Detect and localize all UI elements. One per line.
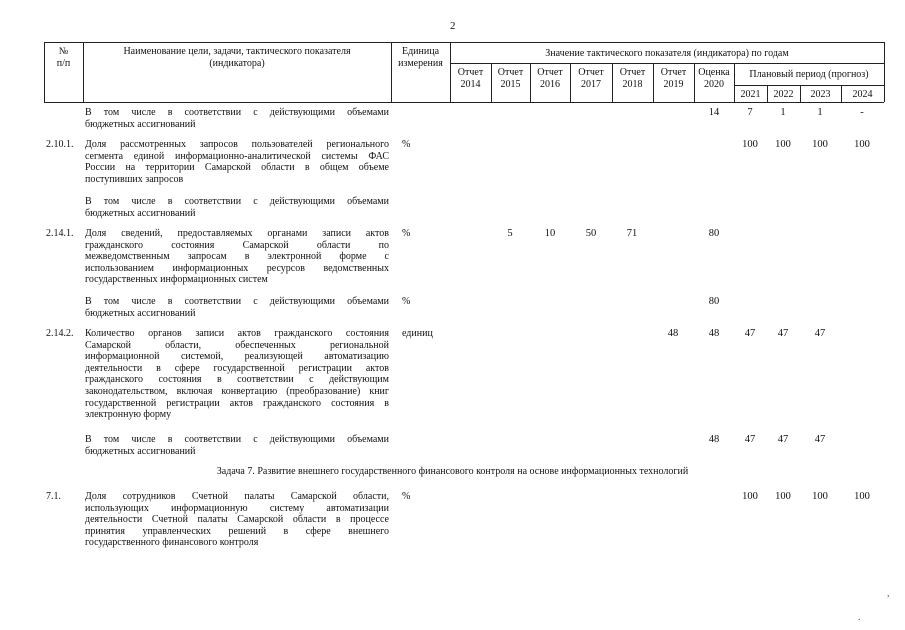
row-value: 1 [780,107,786,118]
row-number: 7.1. [46,491,61,502]
row-name [85,434,389,457]
header-values: Значение тактического показателя (индикатора) по годам [545,48,789,59]
row-value: 100 [775,139,791,150]
row-value: 47 [744,434,756,445]
row-name-line: гражданского состояния в соответствии с действующим [85,374,389,386]
row-name [85,228,389,286]
row-name [85,107,389,130]
row-name-line: законодательством, включая конвертацию (преобразование) книг [85,385,389,397]
header-report-label: Оценка [698,67,730,78]
row-name-line: деятельности Счетной палаты Самарской области в процессе [85,514,389,526]
row-name-line: межведомственным запросам в электронной форме с [85,251,389,263]
header-report-year: 2017 [581,79,601,90]
row-value: 100 [812,491,828,502]
row-unit: % [402,296,411,307]
row-value: 48 [708,328,720,339]
header-report-label: Отчет [619,67,646,78]
header-plan-year: 2021 [740,89,761,100]
row-value: 100 [775,491,791,502]
row-number: 2.10.1. [46,139,74,150]
header-report-label: Отчет [578,67,604,78]
header-plan-year: 2023 [810,89,831,100]
row-value: 47 [744,328,756,339]
row-number: 2.14.1. [46,228,74,239]
row-unit: % [402,139,411,150]
row-name-line: бюджетных ассигнований [85,207,196,219]
row-value: 47 [814,434,826,445]
row-name-line: сегмента единой информационно-аналитической системы ФАС [85,150,389,162]
header-num: № п/п [56,46,71,69]
row-name-line: поступивших запросов [85,173,184,185]
row-name-line: государственных информационных систем [85,274,268,286]
row-name-line: В том числе в соответствии с действующими объемами [85,434,389,445]
row-name-line: Доля рассмотренных запросов пользователей регионального [85,139,389,150]
row-name-line: государственной регистрации актов гражданского состояния в [85,397,389,409]
row-value: 100 [742,139,758,150]
row-value: 7 [747,107,753,118]
header-name: Наименование цели, задачи, тактического показателя (индикатора) [123,46,351,69]
row-value: 100 [742,491,758,502]
row-name-line: государственного финансового контроля [85,537,259,549]
row-value: 1 [817,107,823,118]
header-plan: Плановый период (прогноз) [749,69,869,80]
row-value: 50 [585,228,597,239]
row-value: 48 [708,434,720,445]
row-name-line: электронную форму [85,409,172,421]
row-name [85,296,389,319]
header-plan-year: 2024 [852,89,873,100]
row-number: 2.14.2. [46,328,74,339]
header-report-year: 2019 [663,79,684,90]
row-name-line: Доля сведений, предоставляемых органами записи актов [85,228,389,239]
row-name-line: бюджетных ассигнований [85,445,196,457]
header-report-year: 2020 [704,79,724,90]
row-value: 10 [544,228,556,239]
row-name-line: В том числе в соответствии с действующими объемами [85,296,389,307]
header-report-year: 2018 [622,79,643,90]
row-name-line: бюджетных ассигнований [85,307,196,319]
row-value: - [860,107,864,118]
header-report-year: 2016 [540,79,560,90]
page-number: 2 [450,20,456,32]
row-name-line: использованием информационных ресурсов ведомственных [85,262,389,274]
row-unit: % [402,228,411,239]
scan-mark: , [887,588,890,599]
row-name-line: России на территории Самарской области в общем объеме [85,162,389,174]
row-value: 71 [626,228,638,239]
row-name-line: использующих информационную систему автоматизации [85,502,389,514]
row-value: 47 [777,434,789,445]
row-name-line: Доля сотрудников Счетной палаты Самарской области, [85,491,389,502]
row-name [85,139,389,185]
row-name [85,328,389,421]
row-value: 100 [854,139,870,150]
row-name-line: Количество органов записи актов гражданского состояния [85,328,389,339]
header-report-label: Отчет [537,67,563,78]
header-report-year: 2015 [500,79,521,90]
scan-mark-2: . [858,612,861,623]
row-name-line: В том числе в соответствии с действующими объемами [85,107,389,118]
header-report-label: Отчет [660,67,687,78]
row-value: 48 [667,328,679,339]
header-plan-year: 2022 [773,89,794,100]
row-name [85,491,389,549]
row-name-line: деятельности в сфере государственной регистрации актов [85,362,389,374]
row-name-line: гражданского состояния Самарской области по [85,239,389,251]
row-unit: % [402,491,411,502]
row-unit: единиц [402,328,433,339]
row-value: 47 [814,328,826,339]
header-report-year: 2014 [460,79,481,90]
row-value: 14 [708,107,720,118]
row-value: 80 [708,228,720,239]
row-name-line: Самарской области, обеспеченных региональной [85,339,389,351]
header-report-label: Отчет [457,67,484,78]
header-unit: Единица измерения [398,46,443,69]
row-name-line: бюджетных ассигнований [85,118,196,130]
row-value: 100 [812,139,828,150]
row-value: 100 [854,491,870,502]
row-value: 47 [777,328,789,339]
task-7-heading: Задача 7. Развитие внешнего государственного финансового контроля на основе информационных технологий [216,466,689,477]
row-value: 80 [708,296,720,307]
row-name-line: В том числе в соответствии с действующими объемами [85,196,389,207]
row-value: 5 [507,228,513,239]
row-name-line: информационной системой, реализующей автоматизацию [85,351,389,363]
header-report-label: Отчет [497,67,524,78]
row-name-line: принятия управленческих решений в сфере внешнего [85,525,389,537]
row-name [85,196,389,219]
